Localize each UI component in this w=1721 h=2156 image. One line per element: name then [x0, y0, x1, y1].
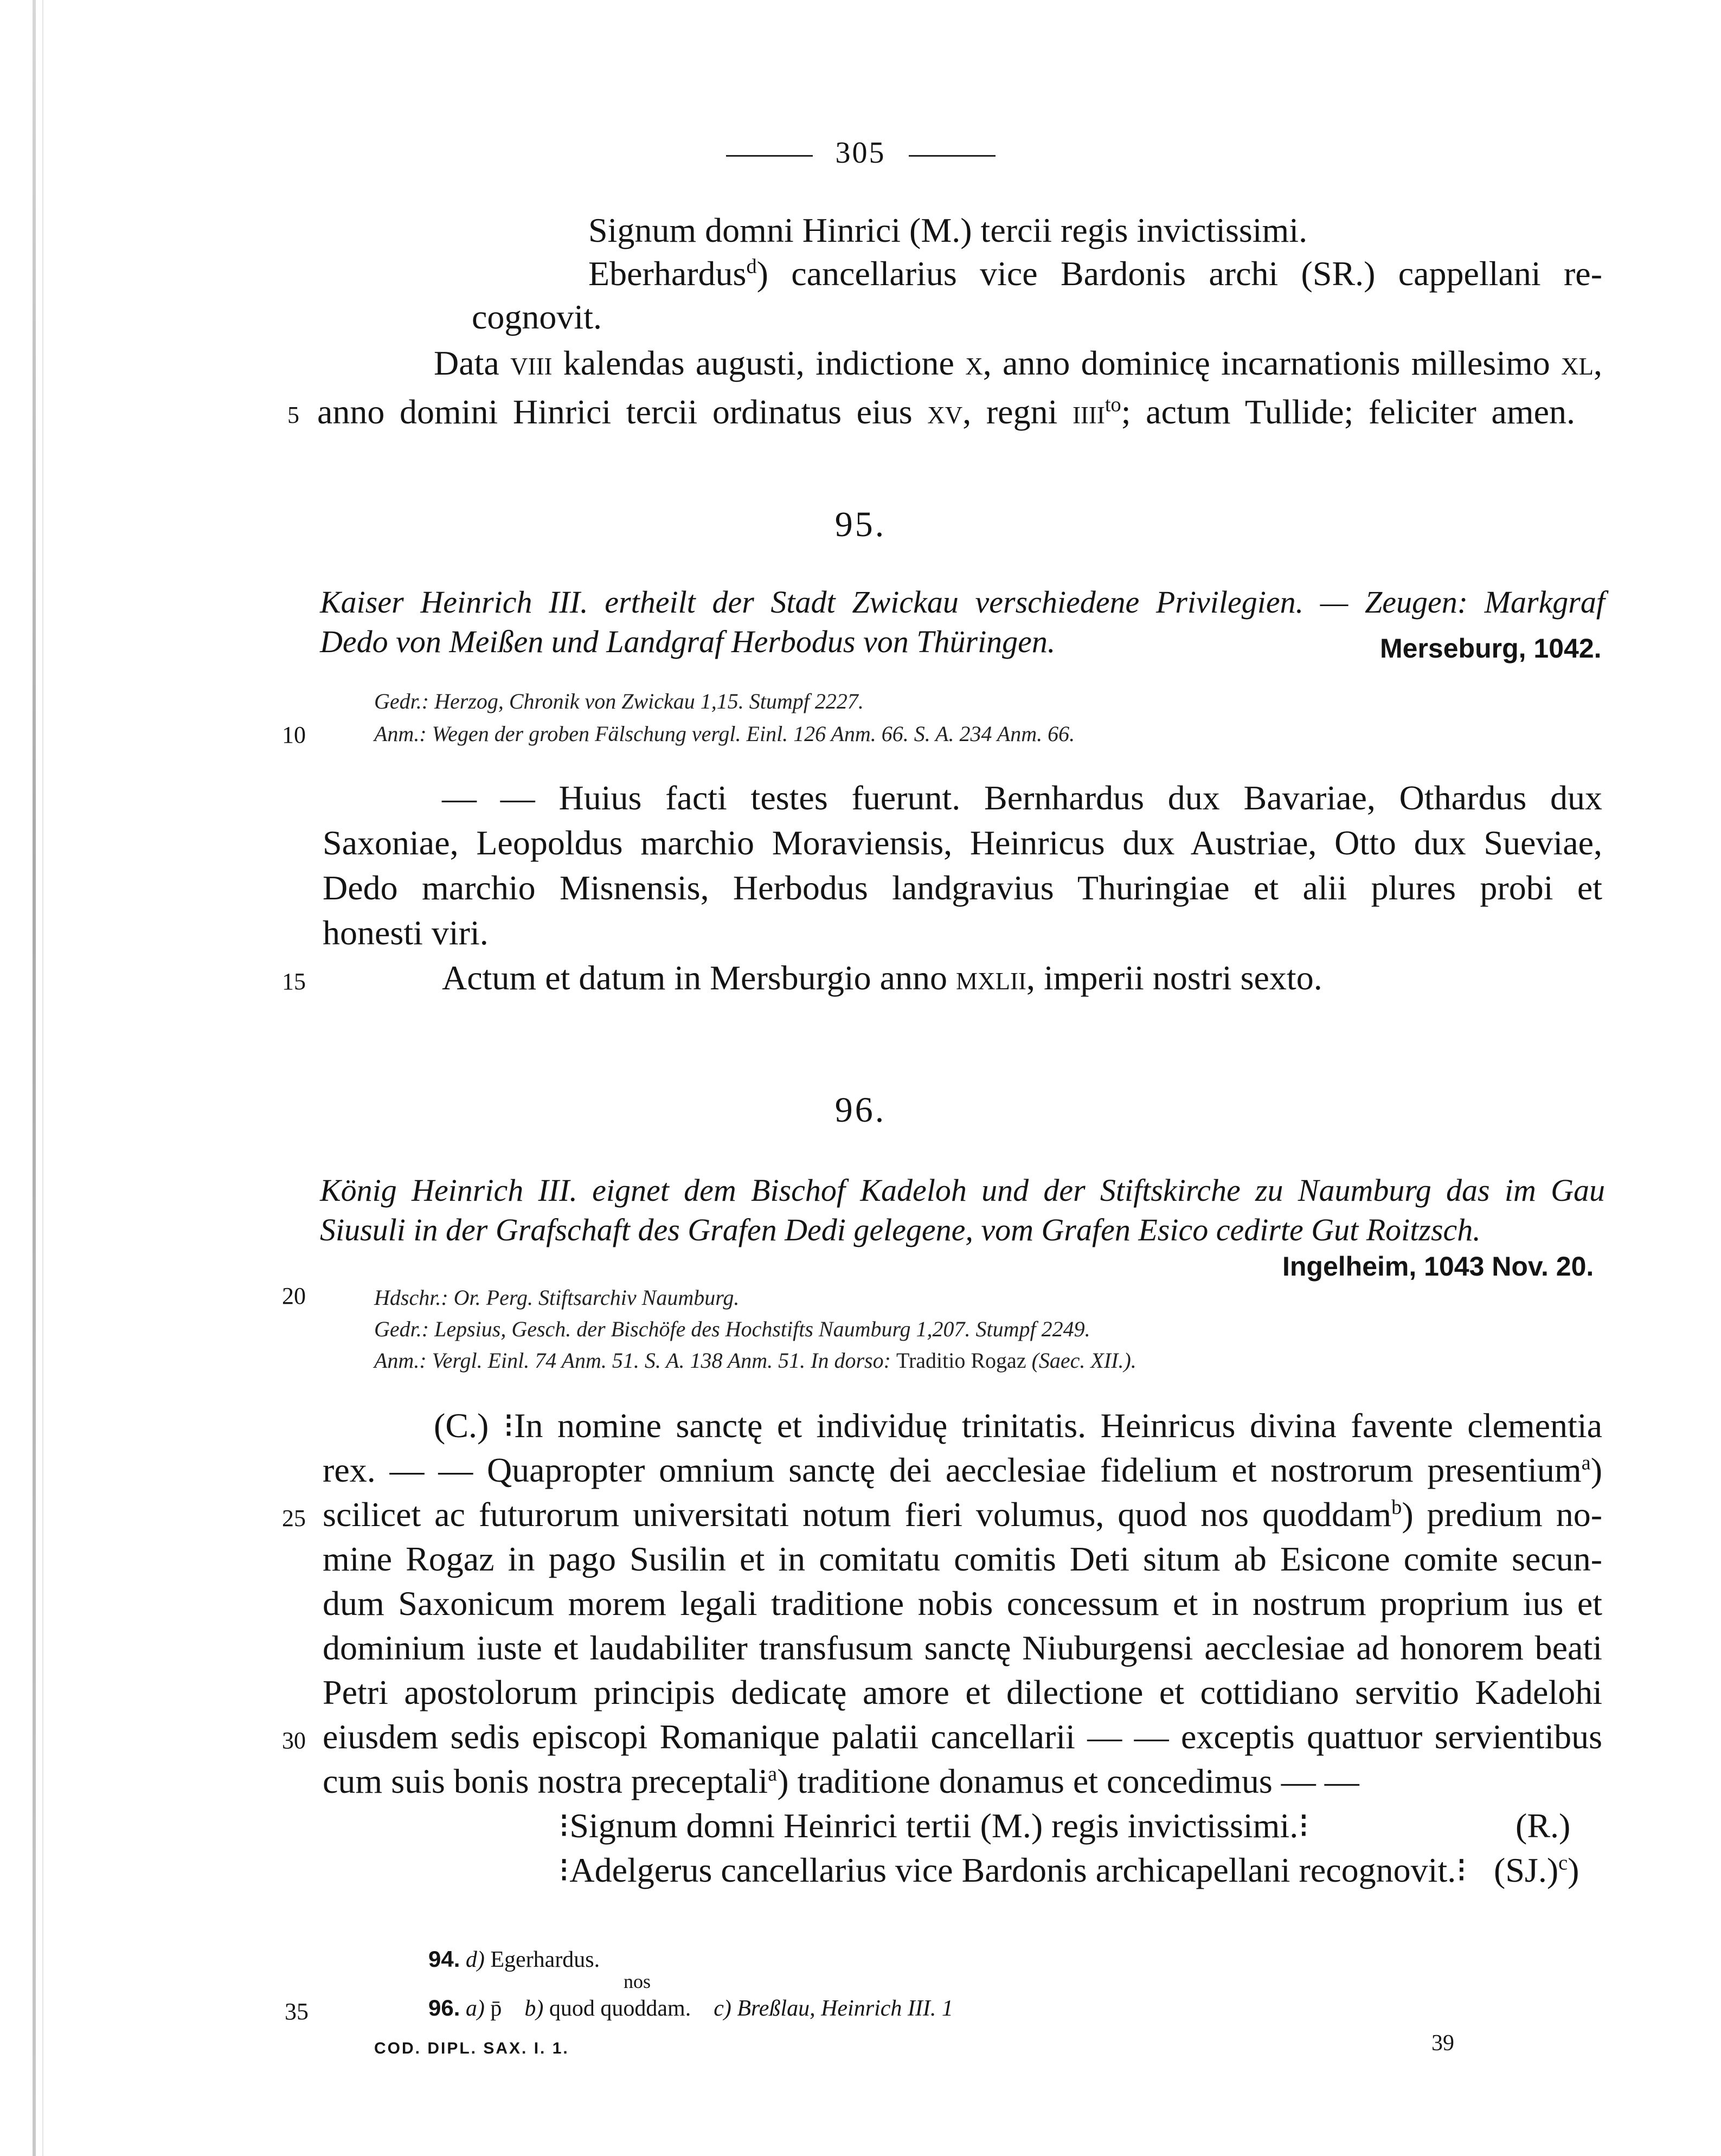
line-number-5: 5 — [287, 402, 299, 428]
doc-96-text-2: rex. — — Quapropter omnium sanctę dei aecclesiae fidelium et nostrorum presentium$^a$) — [323, 1451, 1602, 1489]
doc-96-recognition-mark: $(SJ.)^c$) — [1494, 1851, 1579, 1889]
doc-95-summary-2: Dedo von Meißen und Landgraf Herbodus von Thüringen. — [320, 624, 1056, 659]
doc-95-text-5: Actum et datum in Mersburgio anno mxlii, imperii nostri sexto. — [442, 958, 1322, 997]
doc-96-note-anm-b: Traditio Rogaz — [896, 1348, 1026, 1373]
doc-95-number: 95. — [834, 505, 887, 544]
data-line: Data viii kalendas augusti, indictione x, anno dominicę incarnationis millesimo xl, — [434, 344, 1603, 382]
doc-96-note-gedr: Gedr.: Lepsius, Gesch. der Bischöfe des Hochstifts Naumburg 1,207. Stumpf 2249. — [374, 1317, 1090, 1341]
doc-95-text-2: Saxoniae, Leopoldus marchio Moraviensis, Heinricus dux Austriae, Otto dux Sueviae, — [323, 823, 1602, 862]
doc-96-text-4: mine Rogaz in pago Susilin et in comitatu comitis Deti situm ab Esicone comite secun- — [323, 1540, 1602, 1578]
footnote-96-number: 96. — [428, 1995, 460, 2020]
doc-95-text-1: — — Huius facti testes fuerunt. Bernhardus dux Bavariae, Othardus dux — [442, 778, 1602, 817]
doc-96-place-date: Ingelheim, 1043 Nov. 20. — [1282, 1251, 1594, 1282]
doc-96-text-6: dominium iuste et laudabiliter transfusum sanctę Niuburgensi aecclesiae ad honorem beati — [323, 1629, 1602, 1667]
doc-95-note-gedr: Gedr.: Herzog, Chronik von Zwickau 1,15. Stumpf 2227. — [374, 689, 864, 713]
footnote-94: 94. d) Egerhardus. — [428, 1946, 600, 1972]
page-number: 305 — [835, 136, 886, 170]
line-number-25: 25 — [282, 1505, 306, 1531]
doc-96-recognition: ⁝Adelgerus cancellarius vice Bardonis archicapellani recognovit.⁝ — [558, 1851, 1467, 1889]
eberhardus-line: Eberhardus$^d$) cancellarius vice Bardonis archi (SR.) cappellani re- — [588, 254, 1602, 293]
doc-96-text-9: cum suis bonis nostra preceptali$^a$) traditione donamus et concedimus — — — [323, 1762, 1359, 1800]
doc-96-text-5: dum Saxonicum morem legali traditione nobis concessum et in nostrum proprium ius et — [323, 1584, 1602, 1623]
scan-edge-shadow — [42, 0, 43, 2156]
header-dash-right — [909, 155, 996, 157]
doc-96-note-anm-a: Anm.: Vergl. Einl. 74 Anm. 51. S. A. 138 Anm. 51. In dorso: — [374, 1348, 891, 1373]
anno-line: anno domini Hinrici tercii ordinatus eius xv, regni iiii$^{to}$; actum Tullide; feliciter amen. — [317, 392, 1576, 431]
header-dash-left — [726, 155, 813, 157]
doc-96-number: 96. — [834, 1090, 887, 1130]
doc-95-note-anm: Anm.: Wegen der groben Fälschung vergl. Einl. 126 Anm. 66. S. A. 234 Anm. 66. — [374, 722, 1075, 746]
page-header — [0, 136, 1721, 170]
footer-signature: COD. DIPL. SAX. I. 1. — [374, 2039, 569, 2057]
doc-96-text-8: eiusdem sedis episcopi Romanique palatii cancellarii — — exceptis quattuor servientibus — [323, 1717, 1602, 1756]
doc-96-summary-2: Siusuli in der Grafschaft des Grafen Dedi gelegene, vom Grafen Esico cedirte Gut Roitzsch. — [320, 1212, 1481, 1247]
recognovit-line: cognovit. — [472, 298, 602, 336]
doc-96-text-1: (C.) ⁝In nomine sanctę et individuę trinitatis. Heinricus divina favente clementia — [434, 1406, 1602, 1445]
doc-95-text-3: Dedo marchio Misnensis, Herbodus landgravius Thuringiae et alii plures probi et — [323, 868, 1602, 907]
line-number-30: 30 — [282, 1727, 306, 1754]
line-number-20: 20 — [282, 1283, 306, 1309]
footer-sheet-number: 39 — [1431, 2031, 1454, 2056]
doc-96-signum-mark: (R.) — [1515, 1806, 1571, 1845]
doc-96-text-7: Petri apostolorum principis dedicatę amore et dilectione et cottidiano servitio Kadelohi — [323, 1673, 1602, 1711]
footnote-94-number: 94. — [428, 1946, 460, 1972]
line-number-35: 35 — [285, 1998, 309, 2025]
doc-95-summary-1: Kaiser Heinrich III. ertheilt der Stadt Zwickau verschiedene Privilegien. — Zeugen: Markgraf — [320, 584, 1605, 620]
doc-95-text-4: honesti viri. — [323, 913, 489, 952]
signum-line-94: Signum domni Hinrici (M.) tercii regis invictissimi. — [588, 211, 1308, 249]
doc-96-note-hdschr: Hdschr.: Or. Perg. Stiftsarchiv Naumburg. — [374, 1285, 740, 1310]
line-number-15: 15 — [282, 968, 306, 995]
doc-96-summary-1: König Heinrich III. eignet dem Bischof Kadeloh und der Stiftskirche zu Naumburg das im Gau — [320, 1173, 1605, 1208]
doc-96-signum: ⁝Signum domni Heinrici tertii (M.) regis invictissimi.⁝ — [558, 1806, 1309, 1845]
scan-edge — [33, 0, 36, 2156]
doc-96-note-anm-c: (Saec. XII.). — [1031, 1348, 1136, 1373]
footnote-96: 96. a) p̄ b) quod quoddam. c) Breßlau, Heinrich III. 1 — [428, 1995, 953, 2021]
footnote-96-superscript: nos — [624, 1971, 651, 1992]
line-number-10: 10 — [282, 722, 306, 748]
doc-95-place-date: Merseburg, 1042. — [1380, 633, 1602, 664]
doc-96-note-anm — [374, 1348, 1136, 1373]
doc-96-text-3: scilicet ac futurorum universitati notum fieri volumus, quod nos quoddam$^b$) predium no- — [323, 1495, 1603, 1534]
